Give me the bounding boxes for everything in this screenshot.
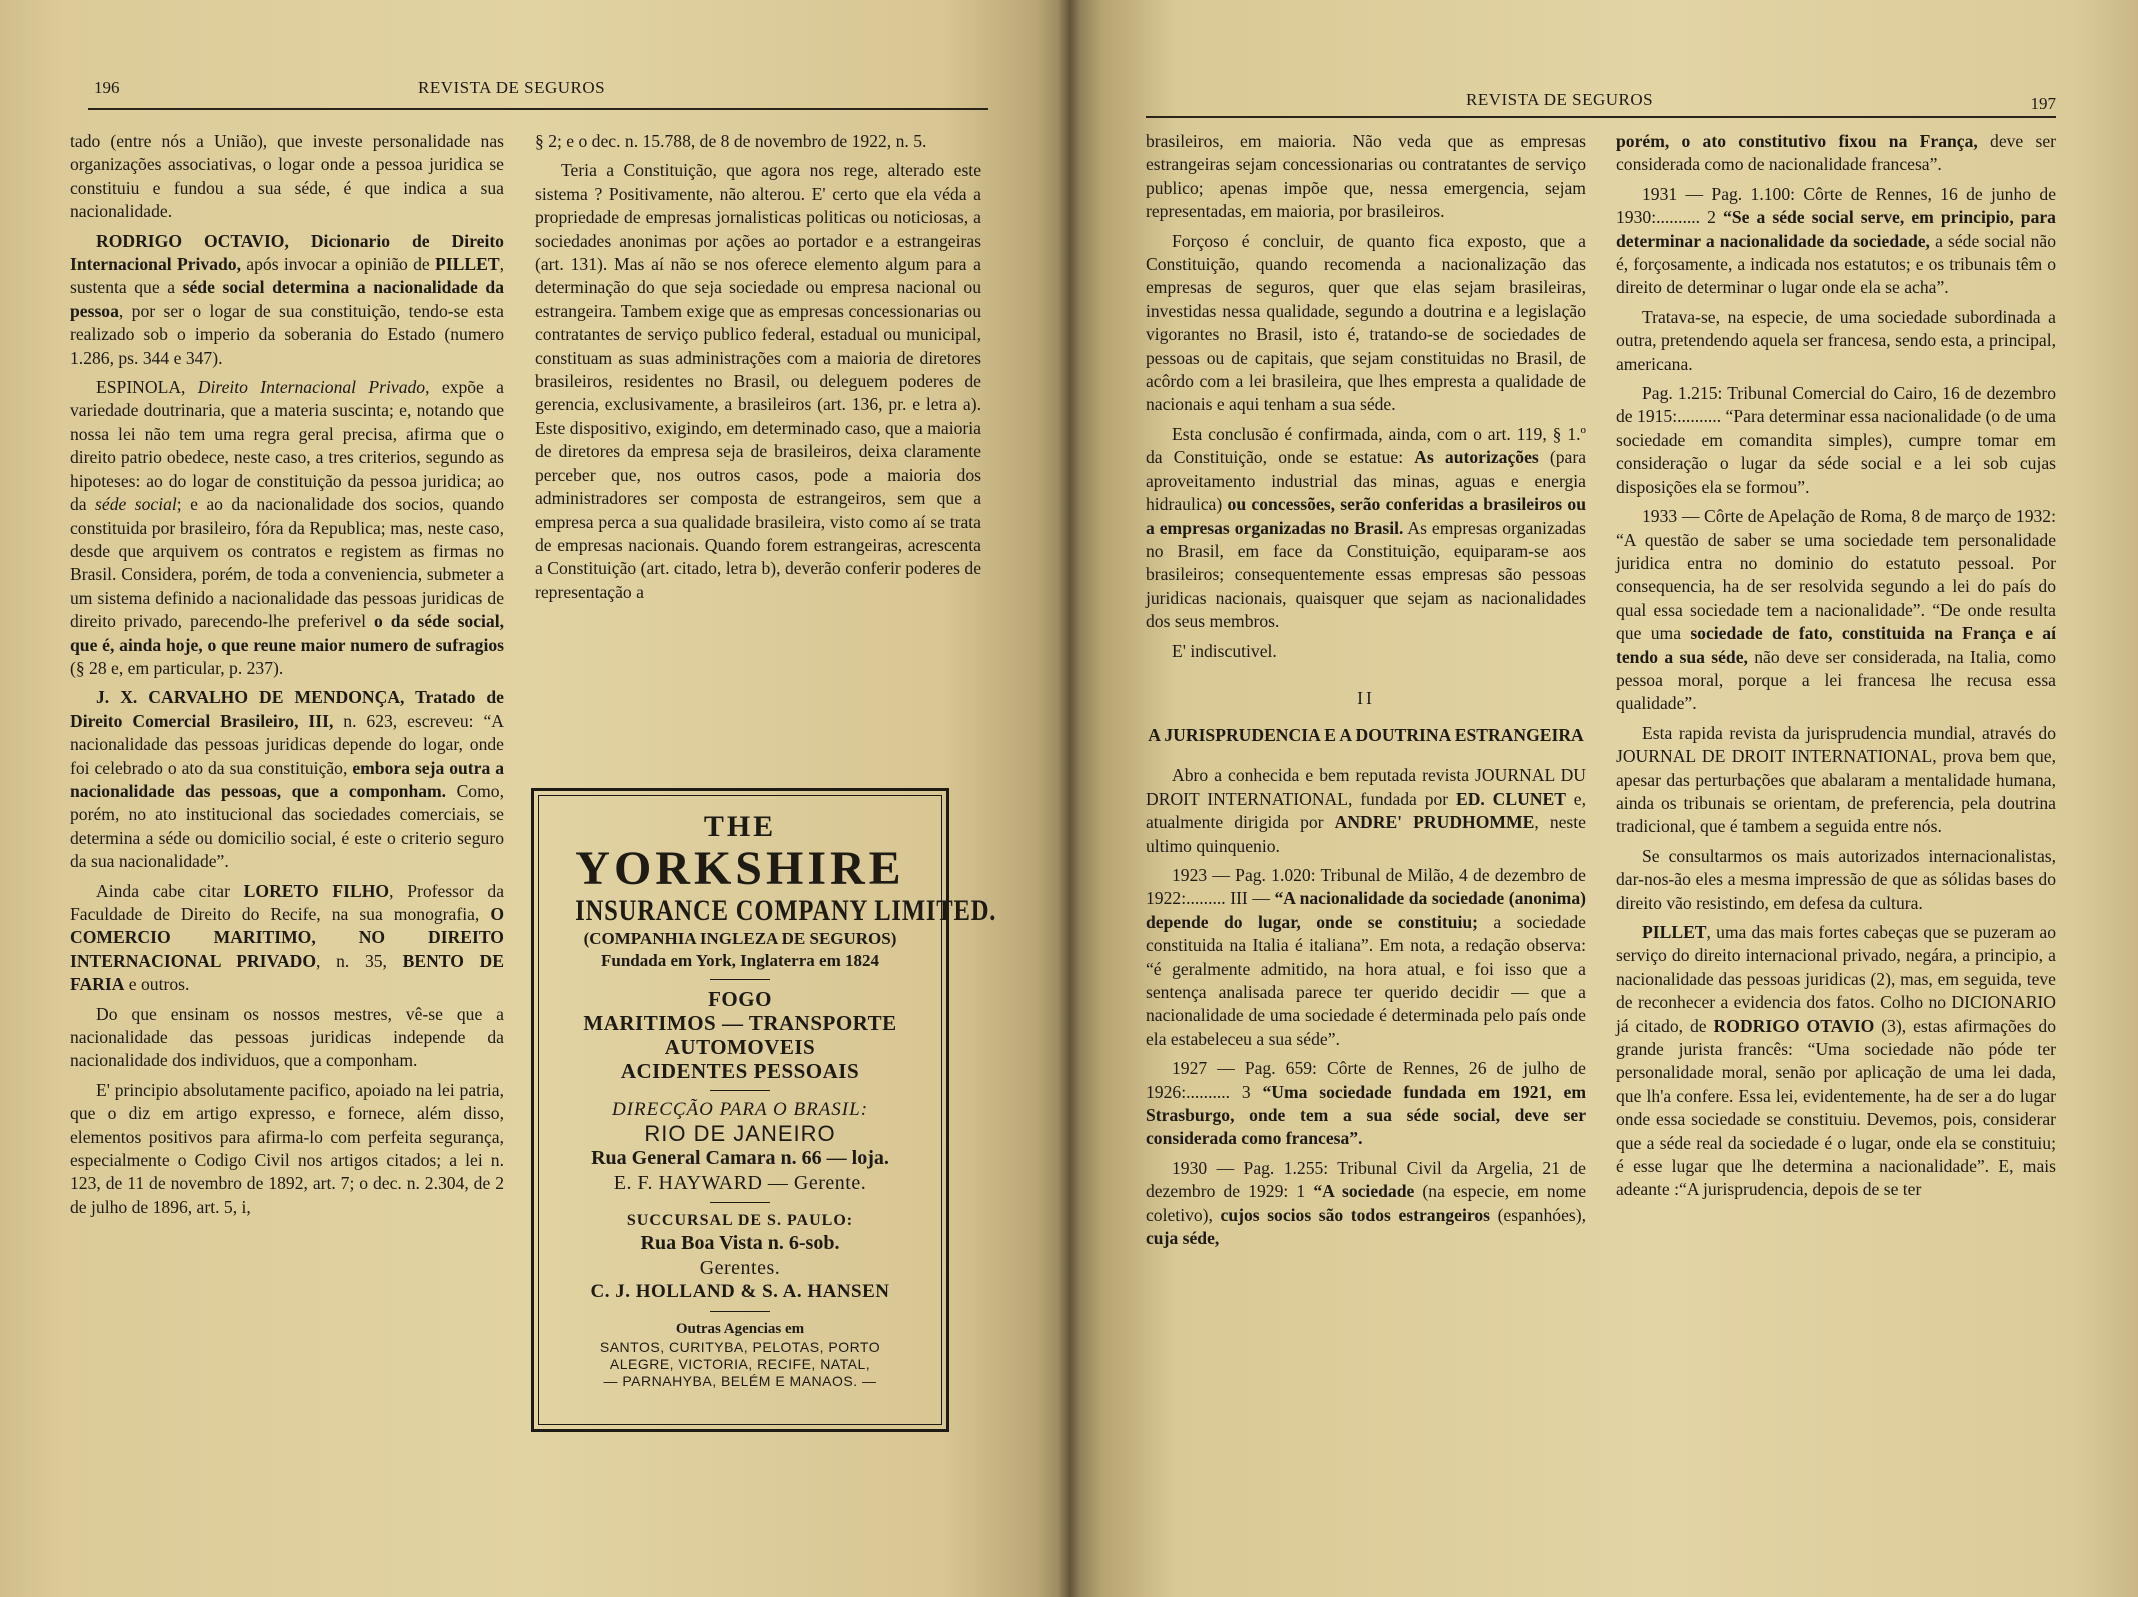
paragraph: Se consultarmos os mais autorizados internacionalistas, dar-nos-ão eles a mesma impressão de que as sólidas bases do direito vão resistindo, em defesa da cultura. [1616,845,2056,913]
book-gutter [1058,0,1080,1597]
section-number: II [1357,687,1375,708]
paragraph: 1930 — Pag. 1.255: Tribunal Civil da Argelia, 21 de dezembro de 1929: 1 “A sociedade (na especie, em nome coletivo), cujos socios são todos estrangeiros (espanhóes), cuja séde, [1146,1157,1587,1249]
header-rule [88,108,988,110]
paragraph: § 2; e o dec. n. 15.788, de 8 de novembro de 1922, n. 5. [535,131,927,151]
ad-founded: Fundada em York, Inglaterra em 1824 [601,951,879,970]
ad-company-name: YORKSHIRE [575,842,905,895]
ad-direction: DIRECÇÃO PARA O BRASIL: [611,1099,869,1120]
page-number: 197 [2030,94,2056,113]
ad-other-line-3: — PARNAHYBA, BELÉM E MANAOS. — [603,1373,877,1389]
ad-managers: C. J. HOLLAND & S. A. HANSEN [590,1281,890,1302]
ad-separator [710,1202,770,1203]
column-1 [70,130,504,1225]
ad-separator [710,1311,770,1312]
paragraph: Esta rapida revista da jurisprudencia mundial, através do JOURNAL DE DROIT INTERNATIONAL, prova bem que, apesar das perturbações que abalaram a mentalidade humana, ainda os tribunais se orientam, de preferencia, pela doutrina tradicional, que é tambem a seguida entre nós. [1616,722,2056,837]
paragraph: E' indiscutivel. [1172,640,1277,661]
paragraph: Abro a conhecida e bem reputada revista JOURNAL DU DROIT INTERNATIONAL, fundada por ED. CLUNET e, atualmente dirigida por ANDRE' PRUDHOMME, neste ultimo quinquenio. [1146,765,1586,856]
ad-line-automoveis: AUTOMOVEIS [664,1035,816,1059]
ad-separator [710,1090,770,1091]
ad-other-line-2: ALEGRE, VICTORIA, RECIFE, NATAL, [609,1356,871,1372]
paragraph: Esta conclusão é confirmada, ainda, com o art. 119, § 1.º da Constituição, onde se estatue: As autorizações (para aproveitamento industrial das minas, aguas e energia hidraulica) ou concessões, serão conferidas a brasileiros ou a empresas organizadas no Brasil. As empresas organizadas no Brasil, em face da Constituição, equiparam-se aos brasileiros; consequentemente essas empresas são pessoas juridicas nacionais, quaisquer que sejam as nacionalidades dos seus membros. [1146,423,1587,632]
ad-address: Rua General Camara n. 66 — loja. [591,1147,889,1169]
header-rule [1146,116,2056,118]
paragraph: Pag. 1.215: Tribunal Comercial do Cairo, 16 de dezembro de 1915:.......... “Para determinar essa nacionalidade (o de uma sociedade em comandita simples), cumpre tomar em consideração o lugar da séde social e a lei sob cujas disposições ela se formou”. [1616,383,2056,497]
ad-branch-address: Rua Boa Vista n. 6-sob. [640,1232,840,1254]
ad-subtitle: (COMPANHIA INGLEZA DE SEGUROS) [583,929,897,948]
paragraph: Do que ensinam os nossos mestres, vê-se que a nacionalidade das pessoas juridicas independe da nacionalidade dos individuos, que a componham. [70,1003,504,1071]
ad-city: RIO DE JANEIRO [644,1121,836,1146]
ad-other-label: Outras Agencias em [675,1321,805,1337]
left-page-header [88,72,988,112]
section-title: A JURISPRUDENCIA E A DOUTRINA ESTRANGEIRA [1148,725,1584,746]
paragraph: 1931 — Pag. 1.100: Côrte de Rennes, 16 de junho de 1930:.......... 2 “Se a séde social serve, em principio, para determinar a nacionalidade da sociedade, a séde social não é, forçosamente, a indicada nos estatutos; e os tribunais têm o direito de determinar o lugar onde ela se acha”. [1616,183,2056,298]
ad-other-line-1: SANTOS, CURITYBA, PELOTAS, PORTO [599,1339,881,1355]
paragraph: Teria a Constituição, que agora nos rege, alterado este sistema ? Positivamente, não alterou. E' certo que ela véda a propriedade de empresas jornalisticas politicas ou noticiosas, a sociedades anonimas por ações ao portador e a estrangeiras (art. 131). Mas aí não se nos oferece elemento algum para a determinação do que seja sociedade ou empresa nacional ou estrangeira. Tambem exige que as empresas concessionarias ou contratantes de serviço publico federal, estadual ou municipal, constituam as suas administrações com a maioria de diretores brasileiros, residentes no Brasil, ou deleguem poderes de gerencia, exclusivamente, a brasileiros (art. 136, pr. e letra a). Este dispositivo, exigindo, em determinado caso, que a maioria de diretores da empresa seja de brasileiros, deixa claramente perceber que, nos outros casos, pode a maioria dos administradores ser composta de estrangeiros, sem que a empresa perca a sua qualidade brasileira, visto como aí se trata de empresas nacionais. Quando forem estrangeiras, acrescenta a Constituição (art. citado, letra b), deverão conferir poderes de representação a [535,160,981,602]
paragraph: Ainda cabe citar LORETO FILHO, Professor da Faculdade de Direito do Recife, na sua monografia, O COMERCIO MARITIMO, NO DIREITO INTERNACIONAL PRIVADO, n. 35, BENTO DE FARIA e outros. [70,880,505,995]
paragraph: RODRIGO OCTAVIO, Dicionario de Direito Internacional Privado, após invocar a opinião de PILLET, sustenta que a séde social determina a nacionalidade da pessoa, por ser o logar de sua constituição, tendo-se esta realizado sob o imperio da soberania do Estado (numero 1.286, ps. 344 e 347). [70,230,504,368]
paragraph: 1923 — Pag. 1.020: Tribunal de Milão, 4 de dezembro de 1922:......... III — “A nacionalidade da sociedade (anonima) depende do lugar, onde se constituiu; a sociedade constituida na Italia é italiana”. Em nota, a redação observa: “é geralmente admitido, na hora atual, e foi isso que a sentença analisada parece ter querido decidir — que a nacionalidade de uma sociedade é determinada pelo país onde ela estabeleceu a sua séde”. [1146,864,1586,1049]
ad-line-maritimos: MARITIMOS — TRANSPORTE [583,1011,897,1035]
right-page-header [1146,72,2056,112]
column-3 [1146,130,1586,1256]
paragraph: J. X. CARVALHO DE MENDONÇA, Tratado de Direito Comercial Brasileiro, III, n. 623, escreveu: “A nacionalidade das pessoas juridicas depende do logar, onde foi celebrado o ato da sua constituição, embora seja outra a nacionalidade das pessoas, que a componham. Como, porém, no ato institucional das sociedades comerciais, se determina a séde ou domicilio social, é este o criterio seguro da sua nacionalidade”. [70,687,505,872]
paragraph: brasileiros, em maioria. Não veda que as empresas estrangeiras sejam concessionarias ou contratantes de serviço publico; apenas impõe que, nessa emergencia, sejam representadas, em maioria, por brasileiros. [1146,131,1586,222]
paragraph: Tratava-se, na especie, de uma sociedade subordinada a outra, pretendendo aquela ser francesa, sendo esta, a principal, americana. [1616,306,2056,374]
ad-manager: E. F. HAYWARD — Gerente. [613,1172,867,1194]
paragraph: 1927 — Pag. 659: Côrte de Rennes, 26 de julho de 1926:.......... 3 “Uma sociedade fundada em 1921, em Strasburgo, onde tem a sua séde social, deve ser considerada como francesa”. [1146,1058,1586,1149]
ad-line-acidentes: ACIDENTES PESSOAIS [620,1059,860,1083]
paragraph: ESPINOLA, Direito Internacional Privado, expõe a variedade doutrinaria, que a materia suscinta; e, notando que nossa lei não tem uma regra geral precisa, afirma que o direito patrio obedece, neste caso, a tres criterios, segundo as hipoteses: ao do logar de constituição da pessoa juridica; ao da séde social; e ao da nacionalidade dos socios, quando constituida por brasileiro, fóra da Republica; mas, neste caso, desde que arquivem os contratos e registem as firmas no Brasil. Considera, porém, de toda a conveniencia, submeter a um sistema definido a nacionalidade das pessoas juridicas de direito privado, parecendo-lhe preferivel o da séde social, que é, ainda hoje, o que reune maior numero de sufragios (§ 28 e, em particular, p. 237). [70,377,505,678]
paragraph: porém, o ato constitutivo fixou na França, deve ser considerada como de nacionalidade francesa”. [1616,131,2056,175]
paragraph: Forçoso é concluir, de quanto fica exposto, que a Constituição, quando recomenda a nacionalização das empresas de seguros, quer que elas sejam brasileiras, investidas nessa qualidade, segundo a doutrina e a legislação vigorantes no Brasil, isto é, tratando-se de sociedades de pessoas ou de capitais, que sejam constituidas no Brasil, de acôrdo com a lei brasileira, que lhes empresta a qualidade de nacionais e aqui tenham a sua séde. [1146,230,1586,415]
ad-managers-label: Gerentes. [699,1257,781,1279]
ad-branch: SUCCURSAL DE S. PAULO: [626,1212,854,1229]
paragraph: E' principio absolutamente pacifico, apoiado na lei patria, que o diz em artigo expresso, e fornece, além disso, elementos positivos para afirma-lo com perfeita segurança, especialmente o Codigo Civil nos artigos citados; a lei n. 123, de 11 de novembro de 1892, art. 7; o dec. n. 2.304, de 2 de julho de 1896, art. 5, i, [70,1079,504,1217]
yorkshire-insurance-advertisement [531,788,997,1432]
paragraph: 1933 — Côrte de Apelação de Roma, 8 de março de 1932: “A questão de saber se uma sociedade tem personalidade juridica entra no dominio do estatuto pessoal. Por consequencia, ha de ser resolvida segundo a lei do país do qual essa sociedade tem a nacionalidade”. “De onde resulta que uma sociedade de fato, constituida na França e aí tendo a sua séde, não deve ser considerada, na Italia, como pessoa moral, porque a lei francesa lhe recusa essa qualidade”. [1616,506,2056,714]
column-4 [1616,130,2056,1208]
ad-the: THE [703,810,777,843]
ad-inner-frame [538,795,997,1425]
running-title: REVISTA DE SEGUROS [418,78,606,97]
paragraph: PILLET, uma das mais fortes cabeças que se puzeram ao serviço do direito internacional privado, negára, a principio, a nacionalidade das pessoas juridicas (2), mas, em seguida, teve de reconhecer a evidencia dos fatos. Colho no DICIONARIO já citado, de RODRIGO OTAVIO (3), estas afirmações do grande jurista francês: “Uma sociedade não póde ter personalidade moral, senão por aplicação de uma lei dada, que lh'a confere. Essa lei, evidentemente, ha de ser a do lugar onde essa sociedade se constituiu. Devemos, pois, considerar que a séde real da sociedade é o lugar, onde ela se constituiu; é esse lugar que lhe determina a nacionalidade”. E, mais adeante :“A jurisprudencia, depois de se ter [1616,922,2056,1200]
right-page [1069,0,2138,1597]
ad-separator [710,979,770,980]
paragraph: tado (entre nós a União), que investe personalidade nas organizações associativas, o logar onde a pessoa juridica se constituiu e fundou a sua séde, é que indica a sua nacionalidade. [70,131,504,222]
column-2 [535,130,981,610]
ad-line-fogo: FOGO [708,987,772,1011]
page-number: 196 [94,78,120,97]
ad-company-type: INSURANCE COMPANY LIMITED. [575,894,997,927]
running-title: REVISTA DE SEGUROS [1466,90,1654,109]
